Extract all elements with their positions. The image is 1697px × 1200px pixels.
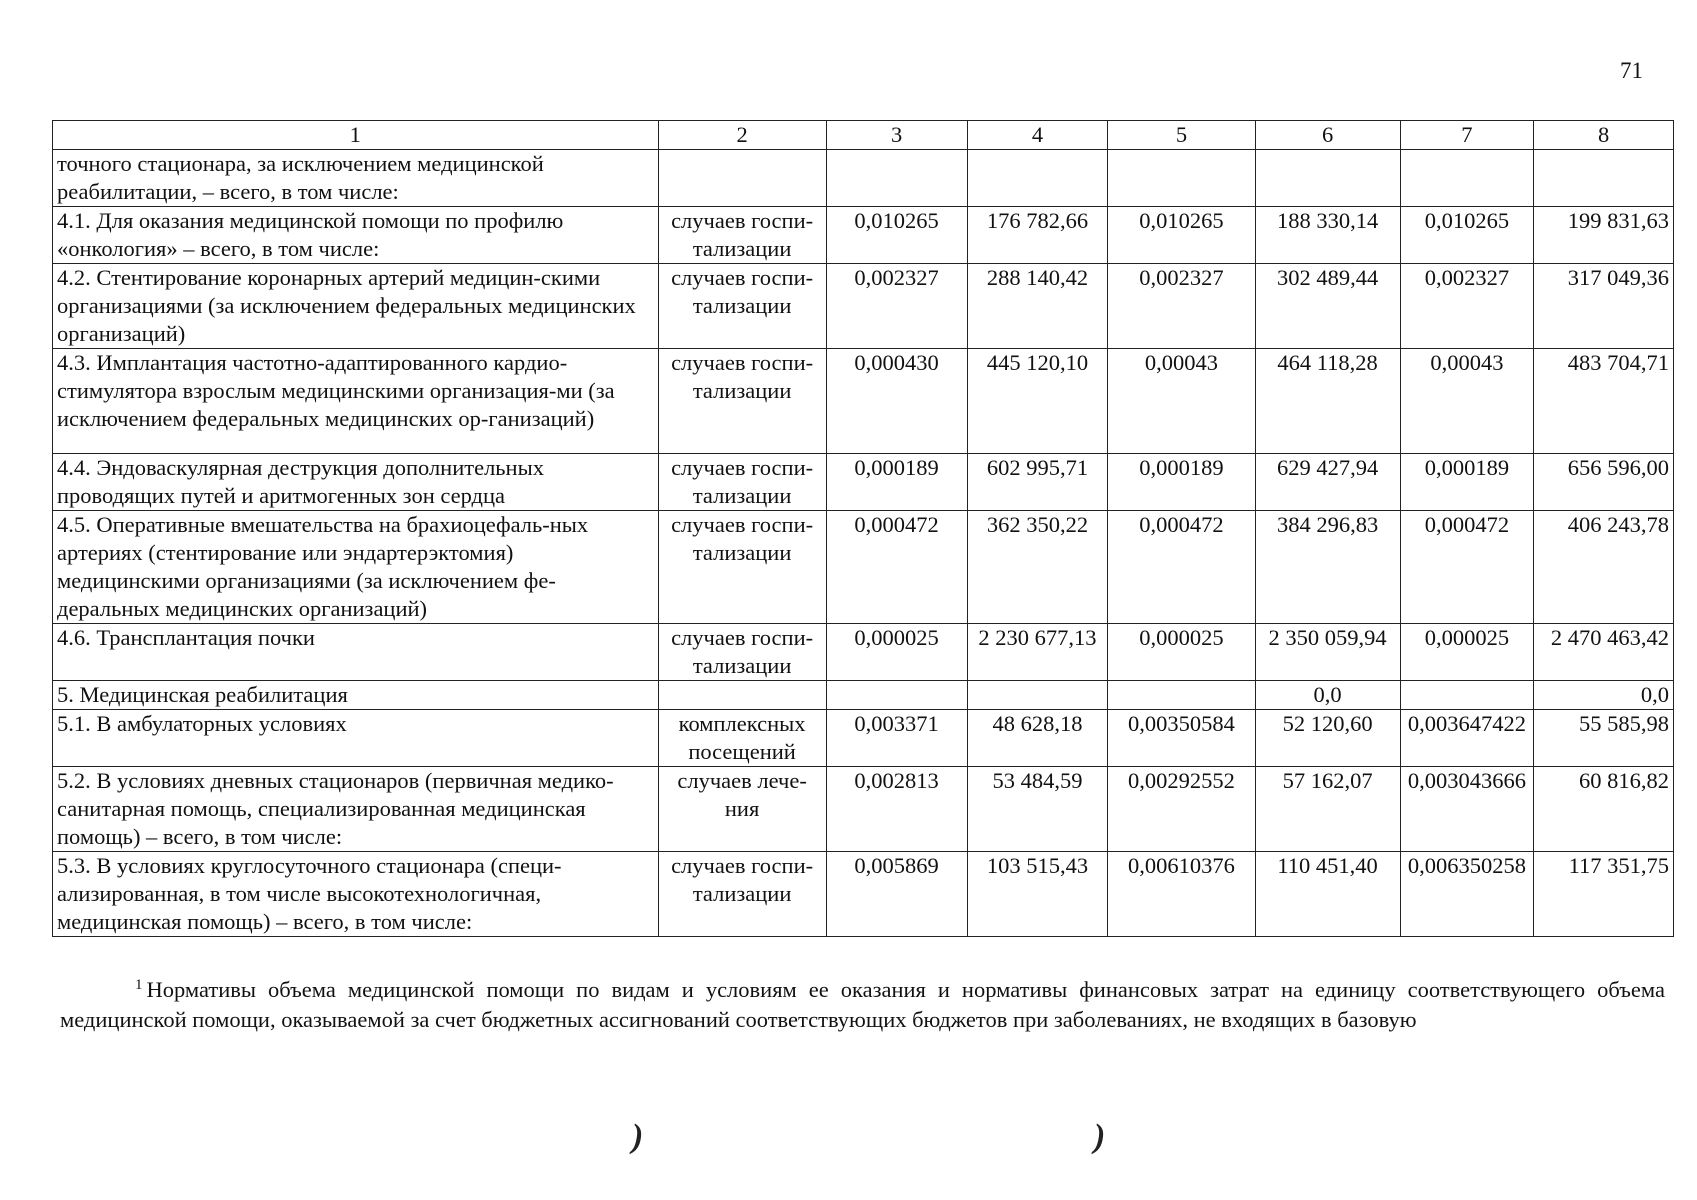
header-cell-5: 5 (1108, 121, 1255, 150)
row-col3-cell (826, 150, 967, 207)
row-unit-cell (658, 681, 826, 710)
table-header-row (53, 121, 1674, 150)
row-col7-cell: 0,00043 (1400, 349, 1534, 454)
row-col3-cell (826, 681, 967, 710)
row-col7-cell: 0,010265 (1400, 207, 1534, 264)
row-col6-cell: 464 118,28 (1255, 349, 1400, 454)
row-col5-cell: 0,00292552 (1108, 767, 1255, 852)
row-col5-cell: 0,00610376 (1108, 852, 1255, 937)
table-row (53, 624, 1674, 681)
table-row (53, 264, 1674, 349)
row-unit-cell: комплексных посещений (658, 710, 826, 767)
left-mark: ) (632, 1118, 644, 1155)
row-col3-cell: 0,010265 (826, 207, 967, 264)
row-col5-cell: 0,00350584 (1108, 710, 1255, 767)
row-col7-cell: 0,002327 (1400, 264, 1534, 349)
row-col5-cell: 0,000189 (1108, 454, 1255, 511)
row-col4-cell (967, 681, 1108, 710)
row-unit-cell: случаев госпи-тализации (658, 349, 826, 454)
row-col5-cell: 0,000472 (1108, 511, 1255, 624)
row-col5-cell (1108, 681, 1255, 710)
row-col7-cell: 0,000472 (1400, 511, 1534, 624)
table-row (53, 710, 1674, 767)
row-name-cell: 5.1. В амбулаторных условиях (53, 710, 659, 767)
footnote-text: Нормативы объема медицинской помощи по видам и условиям ее оказания и нормативы финансовых затрат на единицу соответствующего объема медицинской помощи, оказываемой за счет бюджетных ассигнований соответствующих бюджетов при заболеваниях, не входящих в базовую (60, 977, 1665, 1032)
row-unit-cell (658, 150, 826, 207)
row-name-cell: 4.4. Эндоваскулярная деструкция дополнительных проводящих путей и аритмогенных зон сердца (53, 454, 659, 511)
footnote (60, 975, 1665, 1035)
row-col4-cell (967, 150, 1108, 207)
row-col5-cell (1108, 150, 1255, 207)
row-name-cell: 4.5. Оперативные вмешательства на брахиоцефаль-ных артериях (стентирование или эндартерэктомия) медицинскими организациями (за исключением фе-деральных медицинских организаций) (53, 511, 659, 624)
row-name-cell: 5.2. В условиях дневных стационаров (первичная медико-санитарная помощь, специализированная медицинская помощь) – всего, в том числе: (53, 767, 659, 852)
row-col3-cell: 0,002327 (826, 264, 967, 349)
row-col5-cell: 0,002327 (1108, 264, 1255, 349)
norms-table (52, 120, 1674, 937)
row-col5-cell: 0,000025 (1108, 624, 1255, 681)
row-unit-cell: случаев госпи-тализации (658, 511, 826, 624)
row-col3-cell: 0,003371 (826, 710, 967, 767)
row-col6-cell: 302 489,44 (1255, 264, 1400, 349)
table-body (53, 121, 1674, 937)
row-col8-cell: 0,0 (1534, 681, 1674, 710)
row-col4-cell: 53 484,59 (967, 767, 1108, 852)
row-name-cell: 4.3. Имплантация частотно-адаптированного кардио-стимулятора взрослым медицинскими организация-ми (за исключением федеральных медицинских ор-ганизаций) (53, 349, 659, 454)
row-unit-cell: случаев лече-ния (658, 767, 826, 852)
page-number: 71 (1620, 58, 1643, 83)
row-col4-cell: 362 350,22 (967, 511, 1108, 624)
row-col4-cell: 445 120,10 (967, 349, 1108, 454)
table-row (53, 511, 1674, 624)
row-name-cell: 5.3. В условиях круглосуточного стационара (специ-ализированная, в том числе высокотехнологичная, медицинская помощь) – всего, в том числе: (53, 852, 659, 937)
row-name-cell: точного стационара, за исключением медицинской реабилитации, – всего, в том числе: (53, 150, 659, 207)
header-cell-4: 4 (967, 121, 1108, 150)
row-col7-cell: 0,003043666 (1400, 767, 1534, 852)
table-row (53, 207, 1674, 264)
row-col7-cell: 0,000025 (1400, 624, 1534, 681)
row-name-cell: 4.2. Стентирование коронарных артерий медицин-скими организациями (за исключением федеральных медицинских организаций) (53, 264, 659, 349)
row-col8-cell: 406 243,78 (1534, 511, 1674, 624)
row-col8-cell: 2 470 463,42 (1534, 624, 1674, 681)
row-name-cell: 4.1. Для оказания медицинской помощи по профилю «онкология» – всего, в том числе: (53, 207, 659, 264)
row-col4-cell: 2 230 677,13 (967, 624, 1108, 681)
row-col8-cell: 199 831,63 (1534, 207, 1674, 264)
row-col8-cell: 117 351,75 (1534, 852, 1674, 937)
row-col7-cell (1400, 681, 1534, 710)
header-cell-6: 6 (1255, 121, 1400, 150)
row-col6-cell: 110 451,40 (1255, 852, 1400, 937)
row-col6-cell (1255, 150, 1400, 207)
row-col6-cell: 188 330,14 (1255, 207, 1400, 264)
row-col4-cell: 103 515,43 (967, 852, 1108, 937)
row-col4-cell: 288 140,42 (967, 264, 1108, 349)
row-col8-cell: 483 704,71 (1534, 349, 1674, 454)
row-col6-cell: 0,0 (1255, 681, 1400, 710)
row-name-cell: 4.6. Трансплантация почки (53, 624, 659, 681)
row-col6-cell: 52 120,60 (1255, 710, 1400, 767)
row-col6-cell: 2 350 059,94 (1255, 624, 1400, 681)
table-row (53, 767, 1674, 852)
row-col6-cell: 384 296,83 (1255, 511, 1400, 624)
row-unit-cell: случаев госпи-тализации (658, 207, 826, 264)
row-col5-cell: 0,00043 (1108, 349, 1255, 454)
row-col3-cell: 0,000025 (826, 624, 967, 681)
row-col8-cell (1534, 150, 1674, 207)
row-col4-cell: 602 995,71 (967, 454, 1108, 511)
row-col4-cell: 48 628,18 (967, 710, 1108, 767)
table-row (53, 349, 1674, 454)
row-col6-cell: 57 162,07 (1255, 767, 1400, 852)
row-col6-cell: 629 427,94 (1255, 454, 1400, 511)
row-unit-cell: случаев госпи-тализации (658, 264, 826, 349)
row-col3-cell: 0,002813 (826, 767, 967, 852)
table-row (53, 681, 1674, 710)
row-col7-cell: 0,000189 (1400, 454, 1534, 511)
header-cell-3: 3 (826, 121, 967, 150)
table-row (53, 150, 1674, 207)
row-col8-cell: 656 596,00 (1534, 454, 1674, 511)
row-col5-cell: 0,010265 (1108, 207, 1255, 264)
row-col4-cell: 176 782,66 (967, 207, 1108, 264)
right-mark: ) (1094, 1118, 1106, 1155)
row-name-cell: 5. Медицинская реабилитация (53, 681, 659, 710)
row-col3-cell: 0,000430 (826, 349, 967, 454)
row-col3-cell: 0,000472 (826, 511, 967, 624)
footnote-marker: 1 (135, 977, 143, 993)
header-cell-7: 7 (1400, 121, 1534, 150)
row-col3-cell: 0,005869 (826, 852, 967, 937)
table-row (53, 852, 1674, 937)
row-unit-cell: случаев госпи-тализации (658, 852, 826, 937)
header-cell-8: 8 (1534, 121, 1674, 150)
header-cell-1: 1 (53, 121, 659, 150)
row-col7-cell: 0,006350258 (1400, 852, 1534, 937)
row-col3-cell: 0,000189 (826, 454, 967, 511)
row-col7-cell (1400, 150, 1534, 207)
header-cell-2: 2 (658, 121, 826, 150)
row-col8-cell: 317 049,36 (1534, 264, 1674, 349)
row-col8-cell: 60 816,82 (1534, 767, 1674, 852)
table-row (53, 454, 1674, 511)
row-col8-cell: 55 585,98 (1534, 710, 1674, 767)
row-unit-cell: случаев госпи-тализации (658, 454, 826, 511)
row-unit-cell: случаев госпи-тализации (658, 624, 826, 681)
row-col7-cell: 0,003647422 (1400, 710, 1534, 767)
